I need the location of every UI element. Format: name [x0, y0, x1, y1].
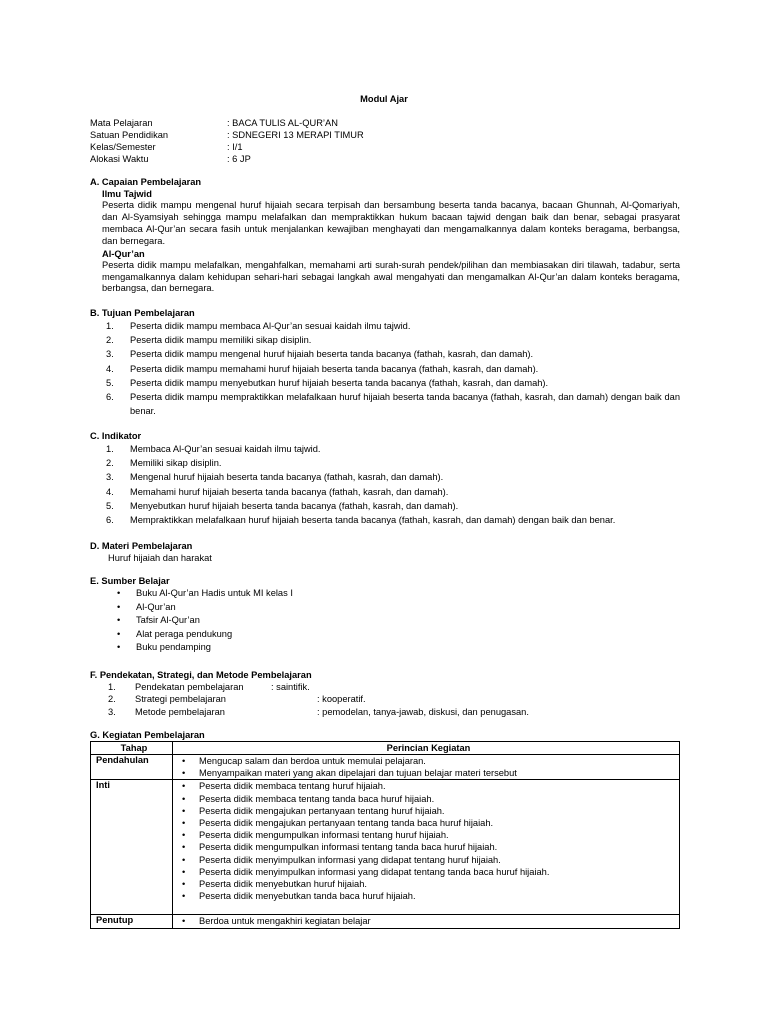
list-item: • Alat peraga pendukung: [117, 628, 680, 642]
item-text: Peserta didik mampu membaca Al-Qur’an sesuai kaidah ilmu tajwid.: [130, 321, 411, 331]
section-heading: B. Tujuan Pembelajaran: [90, 308, 195, 318]
table-row: [91, 755, 680, 780]
list-item: • Buku pendamping: [117, 641, 680, 655]
list-item: • Peserta didik menyebutkan tanda baca huruf hijaiah.: [178, 890, 679, 902]
paragraph-al-quran: Peserta didik mampu melafalkan, mengahfalkan, memahami arti surah-surah pendek/pilihan dan membiasakan diri tilawah, tadabur, serta mengamalkannya dalam kehidupan sehari-hari sebagai langkah awal mengahyati dan mengamalkan Al-Qur’an dalam konteks beragama, berbangsa, dan bernegara.: [102, 259, 680, 294]
method-value: : pemodelan, tanya-jawab, diskusi, dan penugasan.: [317, 706, 529, 717]
kegiatan-list: [178, 915, 679, 927]
list-item: [102, 470, 680, 484]
method-label: Pendekatan pembelajaran: [135, 682, 244, 692]
section-heading: G. Kegiatan Pembelajaran: [90, 730, 205, 740]
section-kegiatan: [90, 729, 680, 741]
list-item: • Peserta didik menyimpulkan informasi yang didapat tentang huruf hijaiah.: [178, 854, 679, 866]
item-text: Mempraktikkan melafalkaan huruf hijaiah beserta tanda bacanya (fathah, kasrah, dan damah) dengan baik dan benar.: [130, 515, 616, 526]
subheading-al-quran: Al-Qur’an: [102, 248, 145, 259]
list-item: [102, 456, 680, 470]
section-heading: D. Materi Pembelajaran: [90, 541, 193, 551]
kegiatan-cell: [173, 780, 680, 915]
table-row: [91, 915, 680, 928]
item-number: 5.: [106, 500, 114, 511]
tahap-cell: Inti: [91, 780, 173, 915]
materi-text: Huruf hijaiah dan harakat: [108, 553, 212, 563]
item-number: 1.: [108, 682, 116, 692]
list-item: • Peserta didik mengumpulkan informasi tentang huruf hijaiah.: [178, 829, 679, 841]
identity-row: [90, 153, 364, 165]
item-text: Menyebutkan huruf hijaiah beserta tanda bacanya (fathah, kasrah, dan damah).: [130, 500, 459, 511]
list-item: • Berdoa untuk mengakhiri kegiatan belajar: [178, 915, 679, 927]
section-pendekatan: [90, 669, 680, 718]
list-item: [102, 390, 680, 418]
identity-row: [90, 141, 364, 153]
item-number: 4.: [106, 486, 114, 497]
method-row: [90, 706, 680, 718]
list-item: [102, 442, 680, 456]
kegiatan-cell: [173, 755, 680, 780]
identity-row: [90, 129, 364, 141]
document-title: Modul Ajar: [360, 94, 408, 104]
method-row: [90, 693, 680, 705]
list-item: [102, 347, 680, 361]
item-number: 2.: [106, 335, 114, 346]
item-text: Peserta didik mampu mempraktikkan melafalkaan huruf hijaiah beserta tanda bacanya (fathah, kasrah, dan damah) dengan baik dan benar.: [130, 392, 680, 417]
method-label: Metode pembelajaran: [135, 706, 225, 717]
section-heading: A. Capaian Pembelajaran: [90, 177, 202, 187]
list-item: • Mengucap salam dan berdoa untuk memulai pelajaran.: [178, 755, 679, 767]
list-item: • Peserta didik mengajukan pertanyaan tentang huruf hijaiah.: [178, 805, 679, 817]
method-value: : kooperatif.: [317, 694, 366, 705]
list-item: • Peserta didik mengajukan pertanyaan tentang tanda baca huruf hijaiah.: [178, 817, 679, 829]
method-label: Strategi pembelajaran: [135, 694, 226, 705]
list-item: • Buku Al-Qur’an Hadis untuk MI kelas I: [117, 587, 680, 601]
column-header-perincian: Perincian Kegiatan: [173, 742, 680, 755]
column-header-tahap: Tahap: [91, 742, 173, 755]
list-item: [102, 376, 680, 390]
table-row: [91, 780, 680, 915]
item-text: Peserta didik mampu memiliki sikap disiplin.: [130, 335, 312, 346]
identity-block: [90, 117, 364, 165]
item-text: Peserta didik mampu mengenal huruf hijaiah beserta tanda bacanya (fathah, kasrah, dan damah).: [130, 349, 534, 360]
list-item: [102, 362, 680, 376]
item-number: 3.: [108, 706, 116, 717]
tujuan-list: [90, 319, 680, 418]
item-number: 1.: [106, 444, 114, 454]
section-heading: E. Sumber Belajar: [90, 576, 170, 586]
identity-value: : SDNEGERI 13 MERAPI TIMUR: [227, 130, 364, 140]
identity-value: : 6 JP: [227, 154, 251, 164]
indikator-list: [90, 442, 680, 527]
list-item: • Peserta didik menyebutkan huruf hijaiah.: [178, 878, 679, 890]
subheading-ilmu-tajwid: Ilmu Tajwid: [102, 189, 152, 199]
kegiatan-list: [178, 780, 679, 902]
section-capaian: [90, 176, 680, 295]
item-number: 6.: [106, 515, 114, 526]
list-item: [102, 333, 680, 347]
item-text: Membaca Al-Qur’an sesuai kaidah ilmu tajwid.: [130, 444, 321, 454]
kegiatan-table: [90, 741, 680, 929]
identity-value: : I/1: [227, 142, 243, 152]
item-text: Memiliki sikap disiplin.: [130, 458, 222, 469]
identity-value: : BACA TULIS AL-QUR’AN: [227, 118, 338, 128]
item-text: Memahami huruf hijaiah beserta tanda bacanya (fathah, kasrah, dan damah).: [130, 486, 449, 497]
list-item: • Tafsir Al-Qur’an: [117, 614, 680, 628]
list-item: • Peserta didik membaca tentang huruf hijaiah.: [178, 780, 679, 792]
list-item: [102, 499, 680, 513]
list-item: [102, 319, 680, 333]
kegiatan-list: [178, 755, 679, 779]
item-number: 6.: [106, 392, 114, 403]
paragraph-tajwid: Peserta didik mampu mengenal huruf hijaiah secara terpisah dan bersambung beserta tanda bacanya, bacaan Ghunnah, Al-Qomariyah, dan Al-Syamsiyah sehingga mampu melafalkan dan mempraktikkan hukum bacaan tajwid dengan baik dan benar, sebagai prasyarat membaca Al-Qur’an secara fasih untuk menjalankan kewajiban menghayati dan mengamalkannya dalam konteks beragama, berbangsa, dan bernegara.: [102, 200, 680, 246]
section-heading: F. Pendekatan, Strategi, dan Metode Pembelajaran: [90, 670, 312, 680]
identity-label: Kelas/Semester: [90, 142, 156, 152]
tahap-cell: Penutup: [91, 915, 173, 928]
tahap-cell: Pendahulan: [91, 755, 173, 780]
identity-row: [90, 117, 364, 129]
list-item: • Al-Qur’an: [117, 601, 680, 615]
sumber-list: [90, 587, 680, 655]
list-item: • Peserta didik mengumpulkan informasi tentang tanda baca huruf hijaiah.: [178, 841, 679, 853]
list-item: [102, 513, 680, 527]
item-text: Peserta didik mampu memahami huruf hijaiah beserta tanda bacanya (fathah, kasrah, dan damah).: [130, 363, 539, 374]
kegiatan-cell: [173, 915, 680, 928]
identity-label: Alokasi Waktu: [90, 154, 149, 164]
list-item: • Peserta didik membaca tentang tanda baca huruf hijaiah.: [178, 793, 679, 805]
list-item: [102, 485, 680, 499]
section-tujuan: [90, 307, 680, 418]
item-number: 3.: [106, 472, 114, 483]
section-sumber: [90, 575, 680, 655]
item-number: 2.: [106, 458, 114, 469]
section-heading: C. Indikator: [90, 431, 142, 441]
section-indikator: [90, 430, 680, 527]
section-materi: [90, 540, 680, 564]
item-number: 1.: [106, 321, 114, 331]
list-item: • Menyampaikan materi yang akan dipelajari dan tujuan belajar materi tersebut: [178, 767, 679, 779]
item-number: 2.: [108, 694, 116, 705]
list-item: • Peserta didik menyimpulkan informasi yang didapat tentang tanda baca huruf hijaiah.: [178, 866, 679, 878]
item-number: 3.: [106, 349, 114, 360]
item-number: 4.: [106, 363, 114, 374]
item-text: Peserta didik mampu menyebutkan huruf hijaiah beserta tanda bacanya (fathah, kasrah, dan damah).: [130, 377, 549, 388]
identity-label: Mata Pelajaran: [90, 118, 153, 128]
method-value: : saintifik.: [271, 682, 310, 692]
method-row: [90, 681, 680, 693]
table-header-row: [91, 742, 680, 755]
item-text: Mengenal huruf hijaiah beserta tanda bacanya (fathah, kasrah, dan damah).: [130, 472, 444, 483]
identity-label: Satuan Pendidikan: [90, 130, 169, 140]
item-number: 5.: [106, 377, 114, 388]
